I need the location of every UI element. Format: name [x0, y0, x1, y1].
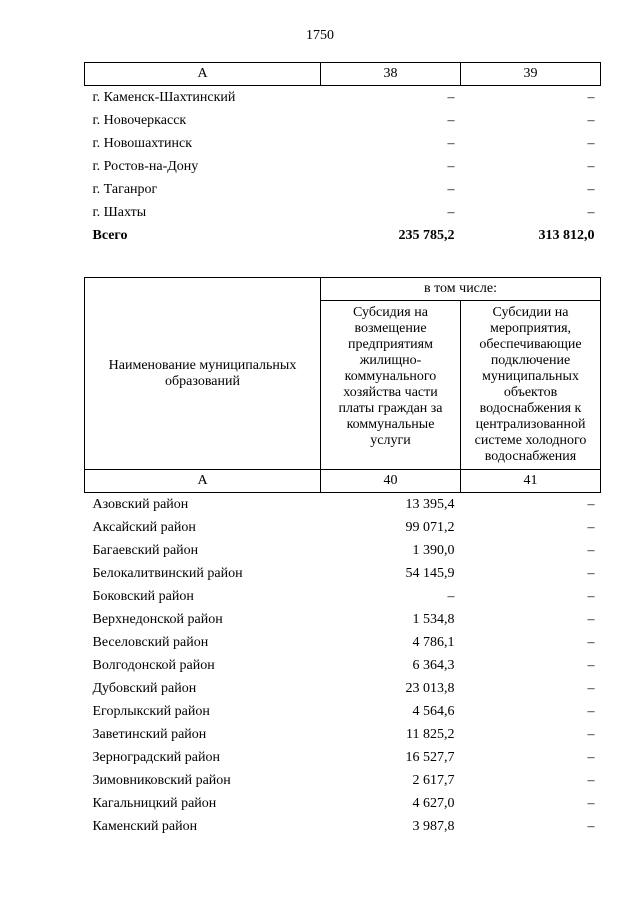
value-col-41: –: [587, 795, 595, 811]
table-row: [85, 585, 601, 608]
value-col-41: –: [587, 542, 595, 558]
value-col-41: –: [587, 588, 595, 604]
value-col-39: –: [587, 135, 595, 151]
value-col-41: –: [587, 772, 595, 788]
value-col-39: –: [587, 181, 595, 197]
column-index-39: 39: [461, 63, 601, 86]
value-col-41: –: [587, 703, 595, 719]
municipality-name: г. Шахты: [92, 204, 147, 220]
value-col-41: –: [587, 818, 595, 834]
column-index-row: [85, 470, 601, 493]
table-row: [85, 201, 601, 224]
municipality-name: г. Ростов-на-Дону: [92, 158, 199, 174]
budget-table-part-1: [84, 62, 601, 247]
total-row: [85, 224, 601, 247]
municipality-name: Веселовский район: [92, 634, 209, 650]
column-index-40: 40: [321, 470, 461, 493]
total-label: Всего: [92, 227, 128, 243]
value-col-40: 4 786,1: [412, 634, 455, 650]
municipality-column-header: Наименование муниципальных образований: [85, 278, 321, 470]
municipality-name: г. Таганрог: [92, 181, 158, 197]
value-col-41: –: [587, 657, 595, 673]
value-col-40: 16 527,7: [405, 749, 455, 765]
municipality-name: г. Новошахтинск: [92, 135, 193, 151]
table-row: [85, 86, 601, 110]
municipality-name: Егорлыкский район: [92, 703, 210, 719]
municipality-name: Верхнедонской район: [92, 611, 223, 627]
value-col-40: 13 395,4: [405, 496, 455, 512]
value-col-39: –: [587, 112, 595, 128]
table-row: [85, 700, 601, 723]
value-col-40: 3 987,8: [412, 818, 455, 834]
value-col-41: –: [587, 634, 595, 650]
value-col-40: 1 390,0: [412, 542, 455, 558]
municipality-name: Дубовский район: [92, 680, 197, 696]
table-row: [85, 723, 601, 746]
value-col-38: –: [447, 204, 455, 220]
table-row: [85, 677, 601, 700]
municipality-name: Боковский район: [92, 588, 194, 604]
table-row: [85, 539, 601, 562]
value-col-40: 23 013,8: [405, 680, 455, 696]
header-row-group: [85, 278, 601, 301]
value-col-39: –: [587, 158, 595, 174]
table-row: [85, 155, 601, 178]
table-row: [85, 516, 601, 539]
table-row: [85, 746, 601, 769]
municipality-name: г. Новочеркасск: [92, 112, 187, 128]
municipality-name: Заветинский район: [92, 726, 207, 742]
table-row: [85, 815, 601, 838]
value-col-40: –: [447, 588, 455, 604]
municipality-name: Кагальницкий район: [92, 795, 217, 811]
municipality-name: г. Каменск-Шахтинский: [92, 89, 236, 105]
value-col-41: –: [587, 726, 595, 742]
table-row: [85, 493, 601, 517]
municipality-name: Зимовниковский район: [92, 772, 231, 788]
municipality-name: Волгодонской район: [92, 657, 215, 673]
value-col-41: –: [587, 680, 595, 696]
column-index-row: [85, 63, 601, 86]
total-col-39: 313 812,0: [538, 227, 595, 243]
column-index-41: 41: [461, 470, 601, 493]
value-col-40: 54 145,9: [405, 565, 455, 581]
value-col-39: –: [587, 89, 595, 105]
value-col-40: 4 627,0: [412, 795, 455, 811]
value-col-41: –: [587, 749, 595, 765]
table-row: [85, 178, 601, 201]
value-col-40: 11 825,2: [406, 726, 455, 742]
column-index-a: А: [85, 470, 321, 493]
table-row: [85, 608, 601, 631]
budget-table-part-2: [84, 277, 601, 838]
value-col-41: –: [587, 611, 595, 627]
value-col-38: –: [447, 89, 455, 105]
value-col-40: 99 071,2: [405, 519, 455, 535]
value-col-38: –: [447, 181, 455, 197]
table-row: [85, 654, 601, 677]
value-col-40: 1 534,8: [412, 611, 455, 627]
value-col-38: –: [447, 158, 455, 174]
table-row: [85, 631, 601, 654]
value-col-40: 2 617,7: [412, 772, 455, 788]
municipality-name: Каменский район: [92, 818, 198, 834]
municipality-name: Аксайский район: [92, 519, 196, 535]
municipality-name: Белокалитвинский район: [92, 565, 243, 581]
column-index-a: А: [85, 63, 321, 86]
column-40-header: Субсидия на возмещение предприятиям жилищно-коммунального хозяйства части платы граждан за коммунальные услуги: [321, 301, 461, 470]
column-index-38: 38: [321, 63, 461, 86]
value-col-40: 6 364,3: [412, 657, 455, 673]
group-header: в том числе:: [321, 278, 601, 301]
municipality-name: Багаевский район: [92, 542, 199, 558]
table-row: [85, 792, 601, 815]
value-col-41: –: [587, 565, 595, 581]
municipality-name: Азовский район: [92, 496, 189, 512]
value-col-41: –: [587, 496, 595, 512]
value-col-38: –: [447, 135, 455, 151]
column-41-header: Субсидии на мероприятия, обеспечивающие подключение муниципальных объектов водоснабжения к централизованной системе холодного водоснабжения: [461, 301, 601, 470]
municipality-name: Зерноградский район: [92, 749, 220, 765]
table-row: [85, 769, 601, 792]
table-row: [85, 109, 601, 132]
table-row: [85, 562, 601, 585]
page-number: 1750: [306, 28, 334, 43]
value-col-38: –: [447, 112, 455, 128]
table-row: [85, 132, 601, 155]
value-col-41: –: [587, 519, 595, 535]
value-col-39: –: [587, 204, 595, 220]
value-col-40: 4 564,6: [412, 703, 455, 719]
total-col-38: 235 785,2: [398, 227, 455, 243]
